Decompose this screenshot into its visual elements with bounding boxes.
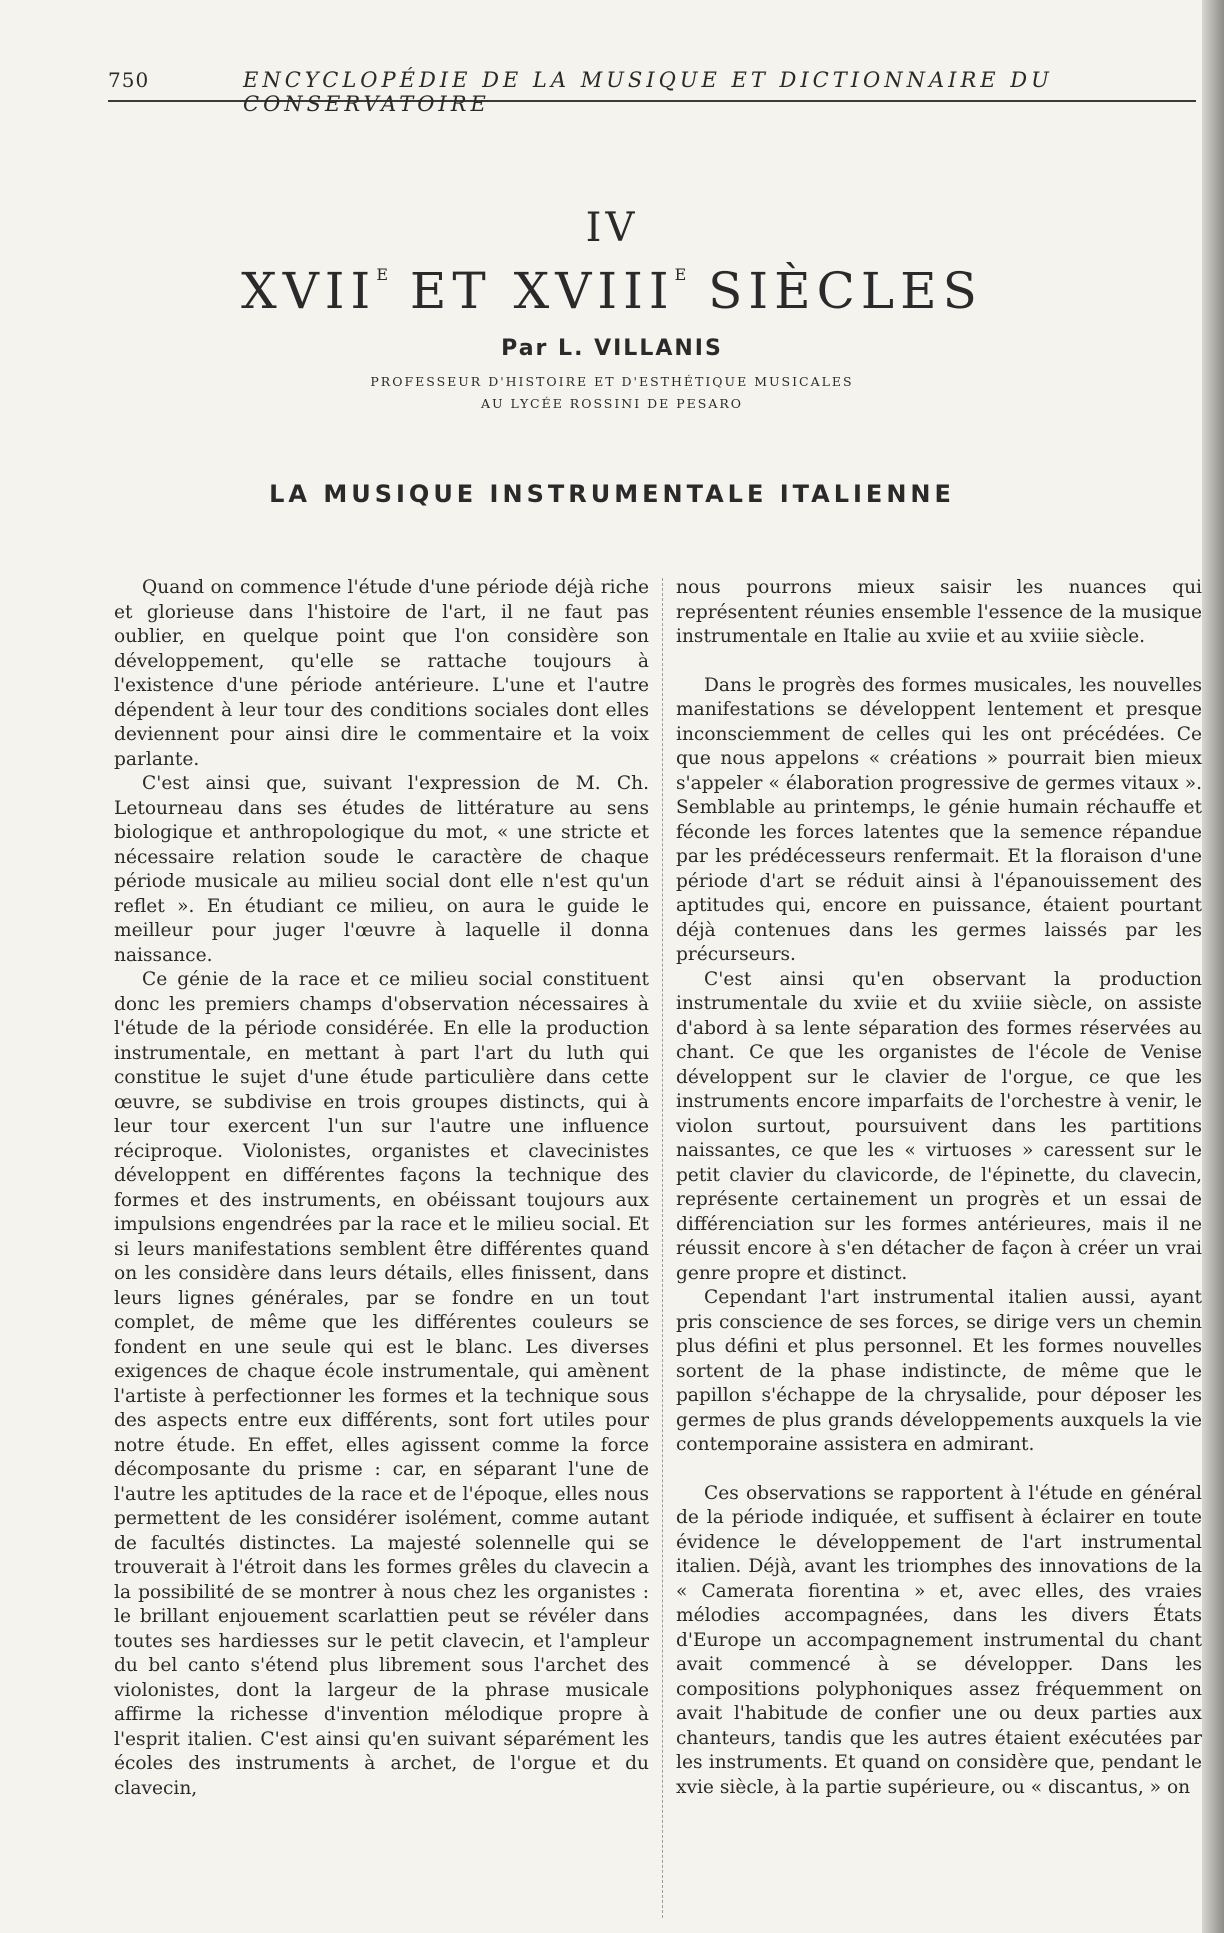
- paragraph: Cependant l'art instrumental italien aussi, ayant pris conscience de ses forces, se dirige vers un chemin plus défini et plus personnel. Et les formes nouvelles sortent de la phase indistincte, de même que le papillon s'échappe de la chrysalide, pour déposer les germes de plus grands développements auxquels la vie contemporaine assistera en admirant.: [676, 1287, 1202, 1455]
- chapter-title-sup: E: [376, 265, 388, 284]
- running-title: ENCYCLOPÉDIE DE LA MUSIQUE ET DICTIONNAIRE DU CONSERVATOIRE: [243, 68, 1053, 116]
- left-column: [114, 576, 649, 1801]
- chapter-title: [0, 262, 1224, 320]
- paragraph: nous pourrons mieux saisir les nuances qui représentent réunies ensemble l'essence de la musique instrumentale en Italie au xviie et au xviiie siècle.: [676, 577, 1202, 647]
- chapter-title-part: XVII: [241, 262, 377, 320]
- author-name: Par L. VILLANIS: [501, 336, 723, 361]
- chapter-number: IV: [585, 205, 639, 251]
- chapter-title-part: ET XVIII: [388, 262, 675, 320]
- chapter-title-part: SIÈCLES: [686, 262, 983, 320]
- section-title: LA MUSIQUE INSTRUMENTALE ITALIENNE: [269, 480, 955, 508]
- author-affiliation: AU LYCÉE ROSSINI DE PESARO: [480, 396, 744, 411]
- page-number: 750: [108, 68, 150, 92]
- paragraph: Quand on commence l'étude d'une période déjà riche et glorieuse dans l'histoire de l'art, il ne faut pas oublier, en quelque point que l'on considère son développement, qu'elle se rattache toujours à l'existence d'une période antérieure. L'une et l'autre dépendent à leur tour des conditions sociales dont elles deviennent pour ainsi dire le commentaire et la voix parlante.: [114, 577, 649, 770]
- column-divider: [662, 578, 664, 1918]
- author-role: PROFESSEUR D'HISTOIRE ET D'ESTHÉTIQUE MUSICALES: [370, 374, 854, 389]
- right-column: [676, 576, 1202, 1800]
- paragraph: Dans le progrès des formes musicales, les nouvelles manifestations se développent lentement et presque inconsciemment de celles qui les ont précédées. Ce que nous appelons « créations » pourrait bien mieux s'appeler « élaboration progressive de germes vitaux ». Semblable au printemps, le génie humain réchauffe et féconde les forces latentes que la semence répandue par les prédécesseurs renfermait. Et la floraison d'une période d'art se réduit ainsi à l'épanouissement des aptitudes qui, encore en puissance, étaient pourtant déjà contenues dans les germes laissés par les précurseurs.: [676, 674, 1202, 965]
- paragraph: C'est ainsi que, suivant l'expression de M. Ch. Letourneau dans ses études de littérature au sens biologique et anthropologique du mot, « une stricte et nécessaire relation soude le caractère de chaque période musicale au milieu social dont elle n'est qu'un reflet ». En étudiant ce milieu, on aura le guide le meilleur pour juger l'œuvre à laquelle il donna naissance.: [114, 773, 649, 966]
- paragraph: Ces observations se rapportent à l'étude en général de la période indiquée, et suffisent à éclairer en toute évidence le développement de l'art instrumental italien. Déjà, avant les triomphes des innovations de la « Camerata fiorentina » et, avec elles, des vraies mélodies accompagnées, dans les divers États d'Europe un accompagnement instrumental du chant avait commencé à se développer. Dans les compositions polyphoniques assez fréquemment on avait l'habitude de confier une ou deux parties aux chanteurs, tandis que les autres étaient exécutées par les instruments. Et quand on considère que, pendant le xvie siècle, à la partie supérieure, ou « discantus, » on: [676, 1482, 1202, 1798]
- chapter-title-sup: E: [674, 265, 687, 284]
- paragraph: C'est ainsi qu'en observant la production instrumentale du xviie et du xviiie siècle, on assiste d'abord à sa lente séparation des formes réservées au chant. Ce que les organistes de l'école de Venise développent sur le clavier de l'orgue, ce que les instruments encore imparfaits de l'orchestre à venir, le violon surtout, poursuivent dans les partitions naissantes, ce que les « virtuoses » caressent sur le petit clavier du clavicorde, de l'épinette, du clavecin, représente certainement un progrès et un essai de différenciation sur les formes antérieures, mais il ne réussit encore à s'en détacher de façon à créer un vrai genre propre et distinct.: [676, 968, 1202, 1284]
- paragraph: Ce génie de la race et ce milieu social constituent donc les premiers champs d'observation nécessaires à l'étude de la période considérée. En elle la production instrumentale, en mettant à part l'art du luth qui constitue le sujet d'une étude particulière dans cette œuvre, se subdivise en trois groupes distincts, qui à leur tour exercent l'un sur l'autre une influence réciproque. Violonistes, organistes et clavecinistes développent en différentes façons la technique des formes et des instruments, en obéissant toujours aux impulsions engendrées par la race et le milieu social. Et si leurs manifestations semblent être différentes quand on les considère dans leurs détails, elles finissent, dans leurs lignes générales, par se fondre en un tout complet, de même que les différentes couleurs se fondent en une seule qui est le blanc. Les diverses exigences de chaque école instrumentale, qui amènent l'artiste à perfectionner les formes et la technique sous des aspects entre eux différents, sont fort utiles pour notre étude. En effet, elles agissent comme la force décomposante du prisme : car, en séparant l'une de l'autre les aptitudes de la race et de l'époque, elles nous permettent de les considérer isolément, comme autant de facultés distinctes. La majesté solennelle qui se trouverait à l'étroit dans les formes grêles du clavecin a la possibilité de se montrer à nous chez les organistes : le brillant enjouement scarlattien peut se révéler dans toutes ses hardiesses sur le petit clavecin, et l'ampleur du bel canto s'étend plus librement sous l'archet des violonistes, dont la largeur de la phrase musicale affirme la richesse d'invention mélodique propre à l'esprit italien. C'est ainsi qu'en suivant séparément les écoles des instruments à archet, de l'orgue et du clavecin,: [114, 969, 649, 1799]
- page-header: [108, 64, 1196, 116]
